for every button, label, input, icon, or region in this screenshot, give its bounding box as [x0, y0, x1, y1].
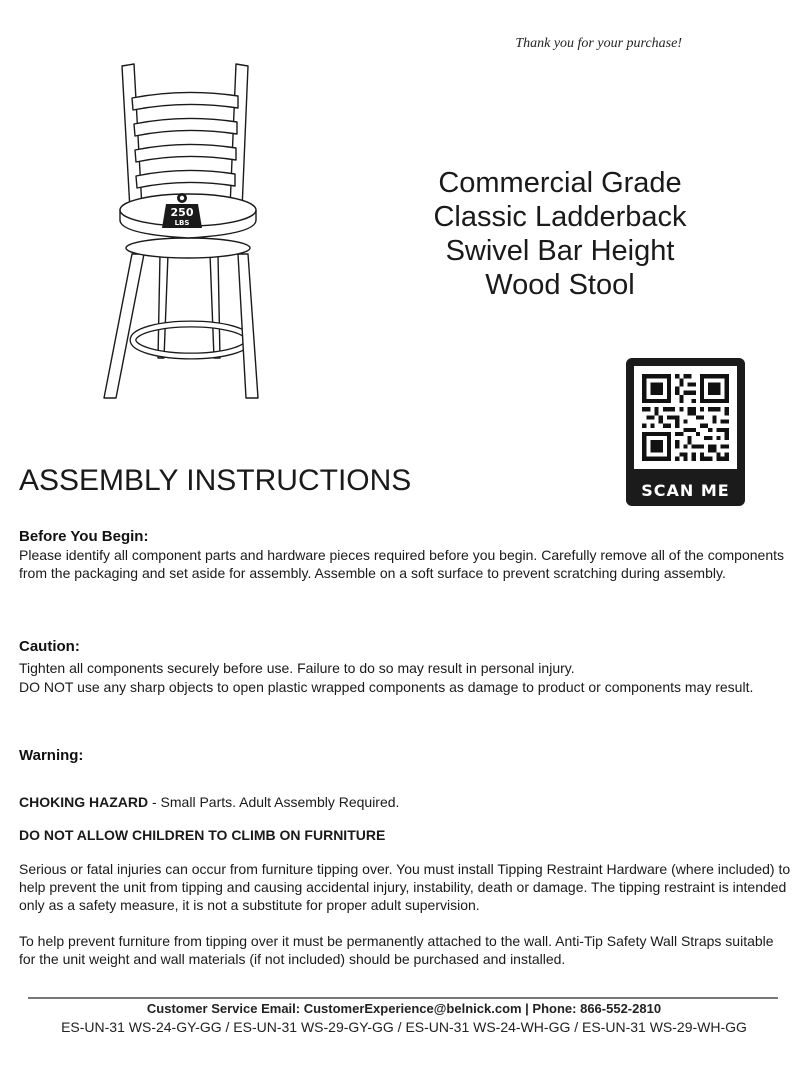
caution-line-2: DO NOT use any sharp objects to open plastic wrapped components as damage to product or components may result.: [19, 679, 754, 695]
scan-me-label: SCAN ME: [641, 481, 730, 500]
weight-unit: LBS: [174, 219, 190, 227]
weight-value: 250: [170, 206, 194, 219]
no-climb-warning: DO NOT ALLOW CHILDREN TO CLIMB ON FURNITURE: [19, 827, 386, 843]
page-title: ASSEMBLY INSTRUCTIONS: [19, 464, 412, 497]
qr-code-area: [634, 366, 737, 469]
stool-back-slat: [132, 92, 238, 110]
choking-hazard-text: - Small Parts. Adult Assembly Required.: [148, 794, 400, 810]
stool-right-back-post: [230, 64, 248, 210]
qr-code-icon: [634, 366, 737, 469]
caution-title: Caution:: [19, 638, 80, 655]
qr-code-card[interactable]: [626, 358, 745, 506]
stool-back-slat: [135, 144, 236, 162]
stool-back-slat: [134, 118, 237, 136]
stool-rear-left-leg: [158, 254, 168, 358]
stool-rear-right-leg: [210, 254, 220, 358]
product-title-line: Classic Ladderback: [433, 201, 687, 233]
before-you-begin-title: Before You Begin:: [19, 528, 149, 545]
stool-front-left-leg: [104, 254, 144, 398]
product-title-line: Swivel Bar Height: [445, 235, 675, 267]
choking-hazard-label: CHOKING HAZARD: [19, 794, 149, 810]
warning-title: Warning:: [19, 747, 84, 764]
thank-you-note: Thank you for your purchase!: [515, 36, 682, 51]
tip-over-warning-text: Serious or fatal injuries can occur from furniture tipping over. You must install Tipping Restraint Hardware (where included) to help prevent the unit from tipping and causing accidental injury, instability, death or damage. The tipping restraint is intended only as a safety measure, it is not a substitute for proper adult supervision.: [19, 861, 791, 913]
before-you-begin-text: Please identify all component parts and hardware pieces required before you begin. Carefully remove all of the components from the packaging and set aside for assembly. Assemble on a soft surface to prevent scratching during assembly.: [19, 547, 784, 581]
stool-front-right-leg: [238, 254, 258, 398]
customer-service-contact: Customer Service Email: CustomerExperience@belnick.com | Phone: 866-552-2810: [146, 1001, 662, 1016]
anti-tip-strap-text: To help prevent furniture from tipping over it must be permanently attached to the wall. Anti-Tip Safety Wall Straps suitable for the unit weight and wall materials (if not included) should be purchased and installed.: [19, 933, 774, 967]
stool-swivel-plate: [126, 238, 250, 258]
product-title-line: Wood Stool: [485, 269, 635, 301]
choking-hazard-line: [19, 793, 791, 811]
bar-stool-illustration: [98, 58, 298, 418]
model-numbers: ES-UN-31 WS-24-GY-GG / ES-UN-31 WS-29-GY-GG / ES-UN-31 WS-24-WH-GG / ES-UN-31 WS-29-WH-GG: [61, 1019, 747, 1035]
stool-back-slat: [136, 170, 235, 188]
footer-divider: [28, 997, 778, 999]
product-title-line: Commercial Grade: [438, 167, 682, 199]
product-title: [400, 166, 720, 302]
caution-line-1: Tighten all components securely before use. Failure to do so may result in personal injury.: [19, 660, 575, 676]
